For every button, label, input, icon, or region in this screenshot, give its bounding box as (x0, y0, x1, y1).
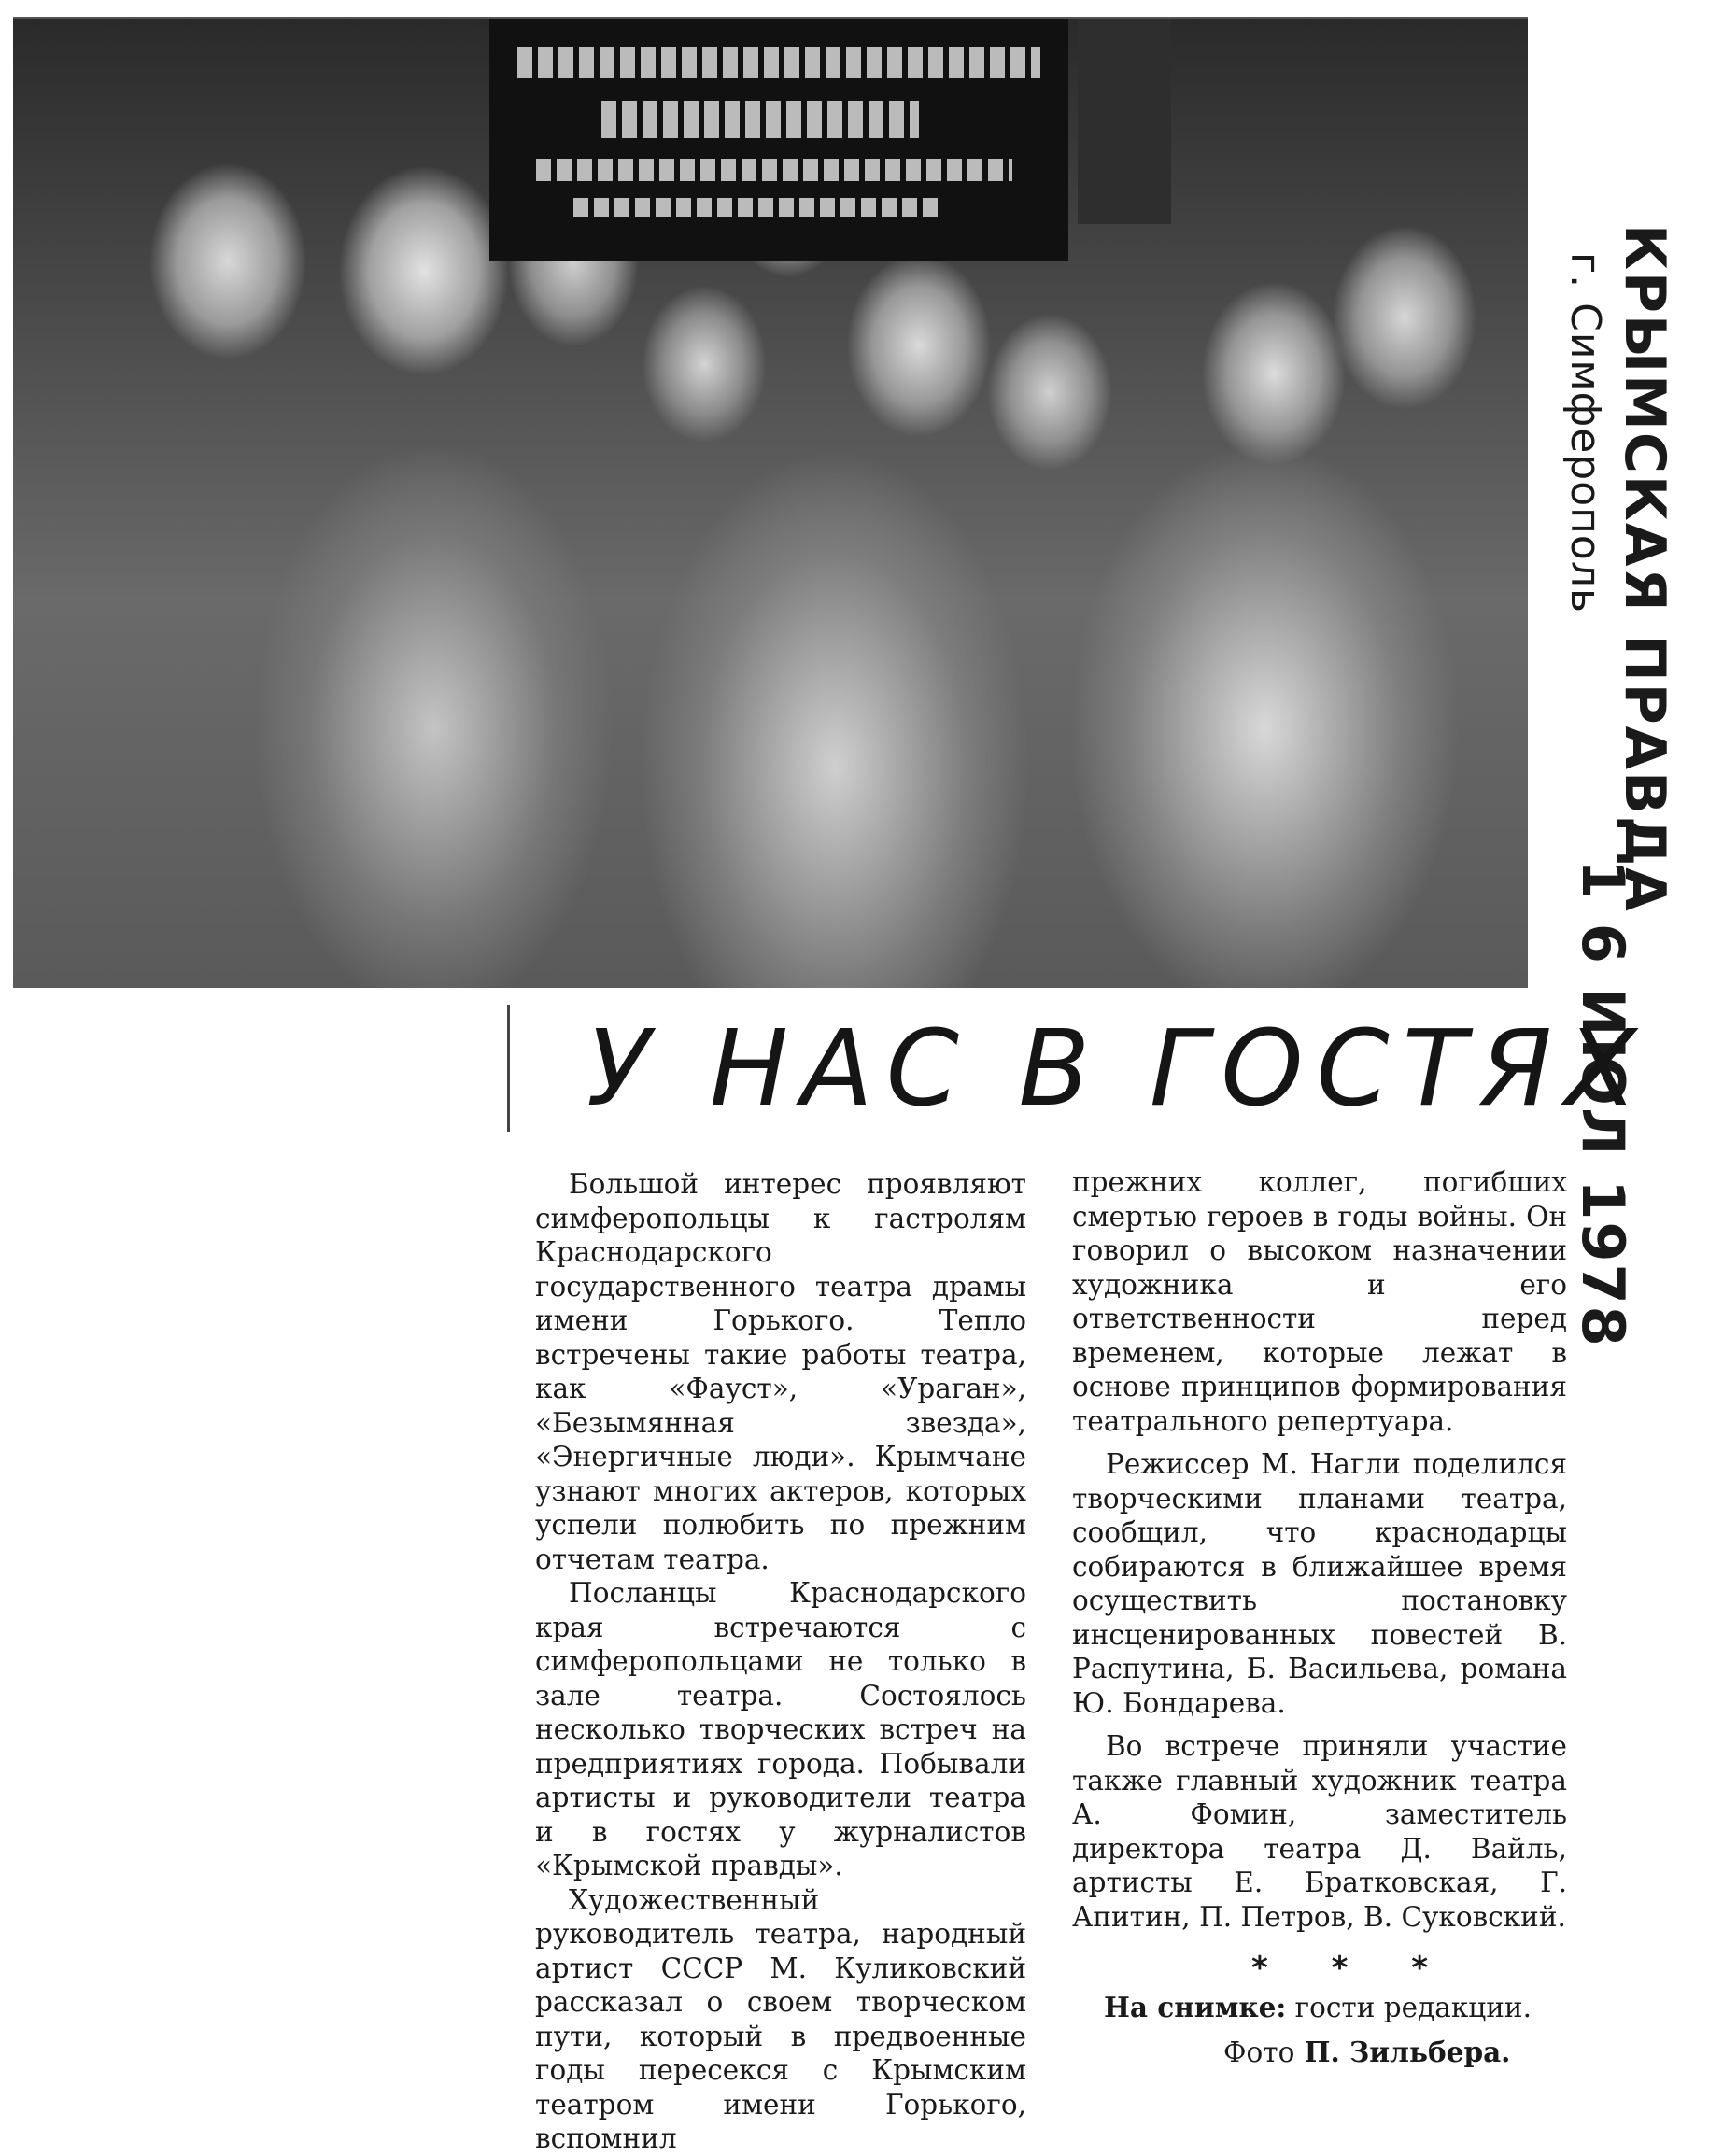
paragraph: Художественный руководитель театра, народный артист СССР М. Куликовский рассказал о своем творческом пути, который в предвоенные годы пересекся с Крымским театром имени Горького, вспомнил (535, 1883, 1026, 2154)
paragraph: Во встрече приняли участие также главный художник театра А. Фомин, заместитель директора театра Д. Вайль, артисты Е. Братковская, Г. Апитин, П. Петров, В. Суковский. (1072, 1730, 1567, 1933)
caption-text: гости редакции. (1294, 1992, 1532, 2023)
date-stamp: 1 6 ИЮЛ 1978 (1569, 859, 1637, 1348)
article-column-left (535, 1167, 1026, 2156)
article-column-right (1072, 1165, 1567, 1934)
paragraph: Режиссер М. Нагли поделился творческими планами театра, сообщил, что краснодарцы собираются в ближайшее время осуществить постановку инсценированных повестей В. Распутина, Б. Васильева, романа Ю. Бондарева. (1072, 1448, 1567, 1719)
paragraph: Посланцы Краснодарского края встречаются с симферопольцами не только в зале театра. Состоялось несколько творческих встреч на предприятиях города. Побывали артисты и руководители театра и в гостях у журналистов «Крымской правды». (535, 1577, 1026, 1881)
paragraph: Большой интерес проявляют симферопольцы к гастролям Краснодарского государственного театра драмы имени Горького. Тепло встречены такие работы театра, как «Фауст», «Ураган», «Безымянная звезда», «Энергичные люди». Крымчане узнают многих актеров, которых успели полюбить по прежним отчетам театра. (535, 1168, 1026, 1575)
photo-background-sign (489, 19, 1068, 261)
masthead: КРЫМСКАЯ ПРАВДА (1612, 224, 1677, 913)
photo-credit (1223, 2036, 1510, 2068)
photo-caption (1104, 1991, 1532, 2023)
group-photo (13, 17, 1528, 988)
city-label: г. Симферополь (1561, 252, 1609, 613)
photo-background-panel (1078, 19, 1171, 224)
photo-credit-label: Фото (1223, 2036, 1295, 2068)
article-headline: У НАС В ГОСТЯХ (586, 1008, 1650, 1130)
paragraph: прежних коллег, погибших смертью героев в годы войны. Он говорил о высоком назначении художника и его ответственности перед временем, которые лежат в основе принципов формирования театрального репертуара. (1072, 1166, 1567, 1437)
headline-rule (507, 1005, 510, 1132)
caption-label: На снимке: (1104, 1991, 1287, 2023)
separator-stars: * * * (1251, 1950, 1455, 1987)
photo-credit-name: П. Зильбера. (1304, 2036, 1511, 2068)
